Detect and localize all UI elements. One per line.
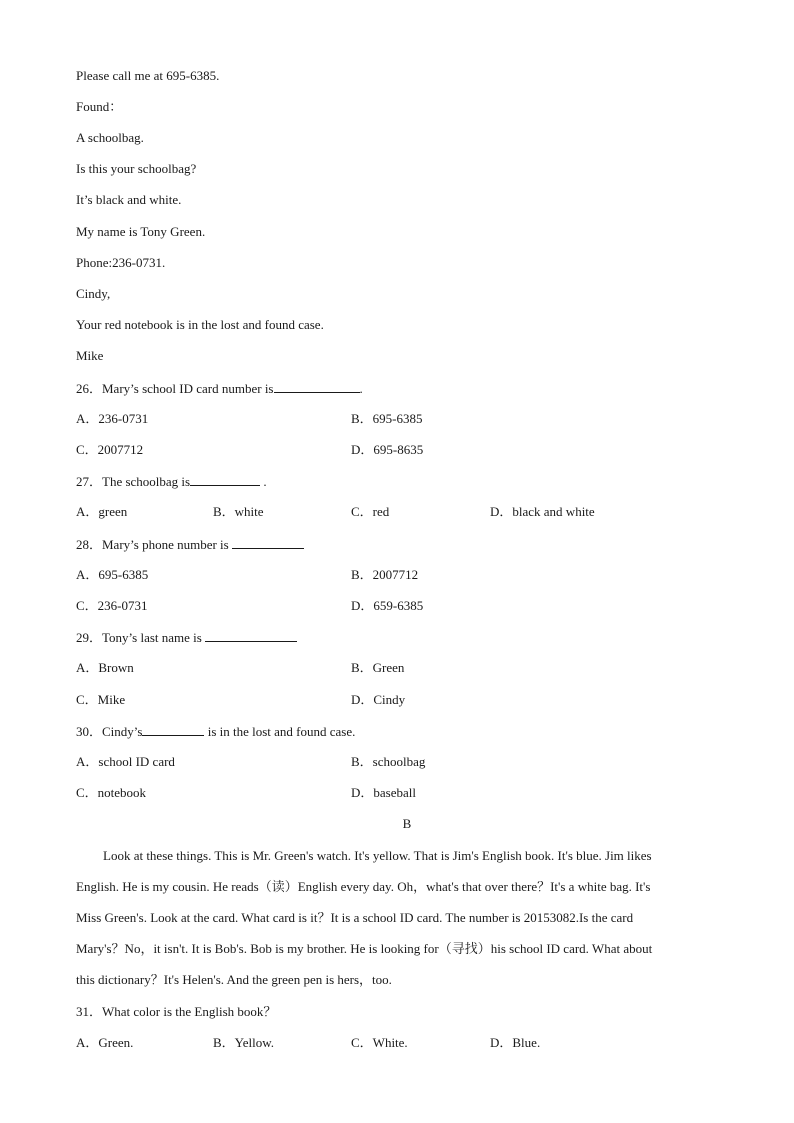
option-b[interactable]: B．white [213, 504, 264, 519]
found-item: A schoolbag. [76, 130, 144, 145]
question-stem: 28．Mary’s phone number is [76, 537, 232, 552]
found-label: Found： [76, 99, 123, 114]
option-b[interactable]: B．Green [351, 660, 405, 675]
found-phone: Phone:236-0731. [76, 255, 166, 270]
note-greeting: Cindy, [76, 286, 111, 301]
option-b[interactable]: B．schoolbag [351, 754, 426, 769]
option-a[interactable]: A．green [76, 504, 128, 519]
note-message: Your red notebook is in the lost and found case. [76, 317, 324, 332]
option-c[interactable]: C．Mike [76, 692, 126, 707]
found-question: Is this your schoolbag? [76, 161, 197, 176]
passage-line: Look at these things. This is Mr. Green's watch. It's yellow. That is Jim's English book. It's blue. Jim likes [103, 848, 652, 863]
option-c[interactable]: C．red [351, 504, 390, 519]
option-d[interactable]: D．Blue. [490, 1035, 541, 1050]
option-c[interactable]: C．236-0731 [76, 598, 148, 613]
found-description: It’s black and white. [76, 192, 182, 207]
option-b[interactable]: B．Yellow. [213, 1035, 275, 1050]
option-a[interactable]: A．Green. [76, 1035, 134, 1050]
answer-blank[interactable] [190, 473, 260, 486]
question-30 [76, 723, 355, 740]
question-stem-end: is in the lost and found case. [204, 724, 356, 739]
option-a[interactable]: A．Brown [76, 660, 134, 675]
answer-blank[interactable] [274, 380, 360, 393]
question-26 [76, 380, 363, 397]
question-stem: 26．Mary’s school ID card number is [76, 381, 274, 396]
option-c[interactable]: C．notebook [76, 785, 147, 800]
option-d[interactable]: D．695-8635 [351, 442, 424, 457]
option-d[interactable]: D．659-6385 [351, 598, 424, 613]
passage-line: English. He is my cousin. He reads（读）English every day. Oh，what's that over there？It's a white bag. It's [76, 879, 651, 894]
question-31: 31．What color is the English book？ [76, 1004, 277, 1019]
note-signature: Mike [76, 348, 104, 363]
question-28 [76, 536, 304, 553]
option-c[interactable]: C．White. [351, 1035, 408, 1050]
question-stem: 29．Tony’s last name is [76, 630, 206, 645]
found-name: My name is Tony Green. [76, 224, 206, 239]
answer-blank[interactable] [232, 536, 304, 549]
question-27 [76, 473, 267, 490]
answer-blank[interactable] [142, 723, 204, 736]
answer-blank[interactable] [205, 629, 297, 642]
option-d[interactable]: D．Cindy [351, 692, 406, 707]
passage-line: Miss Green's. Look at the card. What card is it？It is a school ID card. The number is 20153082.Is the card [76, 910, 634, 925]
question-stem-end: . [260, 474, 267, 489]
passage-line: this dictionary？It's Helen's. And the green pen is hers，too. [76, 972, 392, 987]
option-b[interactable]: B．695-6385 [351, 411, 423, 426]
option-a[interactable]: A．school ID card [76, 754, 175, 769]
question-stem: 30．Cindy’s [76, 724, 143, 739]
option-c[interactable]: C．2007712 [76, 442, 144, 457]
question-stem: 27．The schoolbag is [76, 474, 191, 489]
notice-line: Please call me at 695-6385. [76, 68, 220, 83]
question-stem-end: . [359, 381, 363, 396]
passage-line: Mary's？No，it isn't. It is Bob's. Bob is my brother. He is looking for（寻找）his school ID card. What about [76, 941, 653, 956]
option-b[interactable]: B．2007712 [351, 567, 419, 582]
option-d[interactable]: D．black and white [490, 504, 595, 519]
question-29 [76, 629, 297, 646]
option-a[interactable]: A．236-0731 [76, 411, 149, 426]
section-heading: B [402, 816, 412, 831]
option-d[interactable]: D．baseball [351, 785, 416, 800]
option-a[interactable]: A．695-6385 [76, 567, 149, 582]
